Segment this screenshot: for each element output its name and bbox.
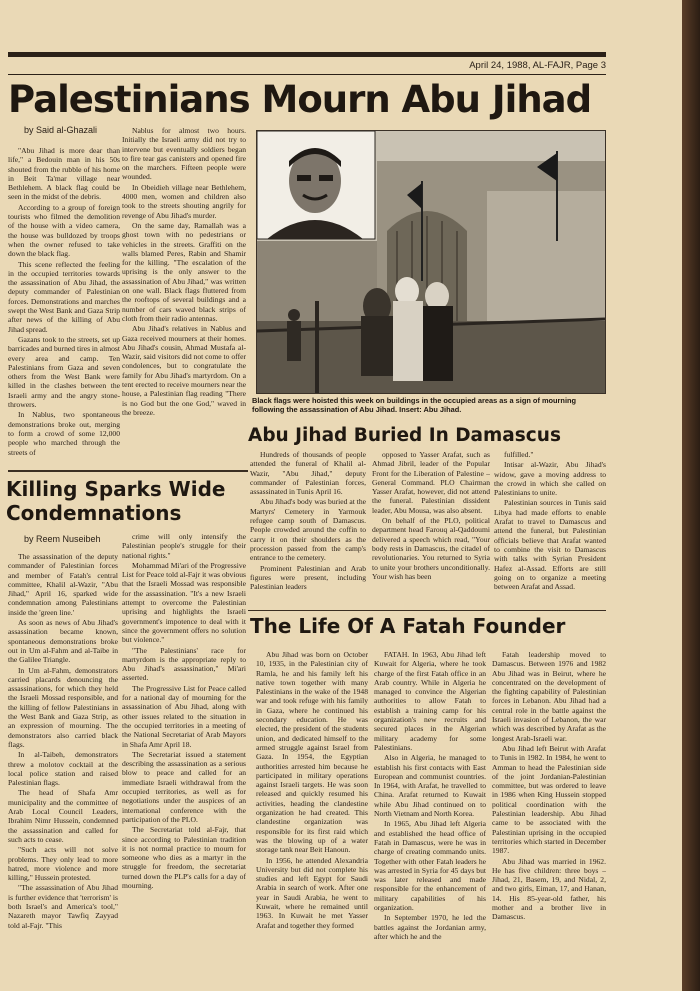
section-rule-right — [248, 610, 606, 611]
paragraph: The Progressive List for Peace called for a national day of mourning for the assassination of Abu Jihad, along with other issues related to the situation in the occupied territories in a meeting of the National Secretariat of Arab Mayors in Shafa Amr April 18. — [122, 683, 246, 749]
buried-col-3 — [494, 450, 606, 610]
paragraph: According to a group of foreign tourists who filmed the demolition of the house with a video camera, the house was bulldozed by troops when the owner refused to take down the black flag. — [8, 202, 120, 259]
header-rule-top — [8, 52, 606, 57]
main-story-col-2 — [122, 126, 246, 464]
paragraph: In 1965, Abu Jihad left Algeria and established the head office of Fatah in Damascus, were he was in charge of creating commando units. Together with other Fatah leaders he was arrested in Syria for 45 days but was later released and made responsible for the enhancement of military capabilities of his organization. — [374, 819, 486, 913]
paragraph: Gazans took to the streets, set up barricades and burned tires in almost every area and camp. Ten Palestinians from Gaza and seven others from the West Bank were killed in the clashes between the Israeli army and the angry stone-throwers. — [8, 334, 120, 410]
buried-col-1 — [250, 450, 366, 610]
killing-byline: by Reem Nuseibeh — [24, 534, 101, 544]
buried-headline: Abu Jihad Buried In Damascus — [248, 425, 561, 446]
paragraph: crime will only intensify the Palestinian people's struggle for their national rights." — [122, 532, 246, 560]
buried-col-2 — [372, 450, 490, 610]
paragraph: Hundreds of thousands of people attended the funeral of Khalil al-Wazir, "Abu Jihad," deputy commander of Palestinian forces, assassinated in Tunis April 16. — [250, 450, 366, 497]
page-headline: Palestinians Mourn Abu Jihad — [8, 78, 592, 121]
paragraph: Abu Jihad was married in 1962. He has five children: three boys – Jihad, 21, Basem, 19, and Nidal, 2, and two girls, Eiman, 17, and Hanan, 14. His 85-year-old father, his mother and a brother live in Damascus. — [492, 856, 606, 922]
paragraph: Palestinian sources in Tunis said Libya had made efforts to enable Arafat to travel to Damascus and attend the funeral, but Palestinian officials believe that Arafat wanted to combine the visit to Damascus with talks with Syrian President Hafez al-Assad. Efforts are still going on to organize a meeting between Arafat and Assad. — [494, 498, 606, 592]
paragraph: "The assassination of Abu Jihad is further evidence that 'terrorism' is both Israel's and America's tool," Nazareth mayor Tawfiq Zayyad told al-Fajr. "This — [8, 883, 118, 930]
killing-headline: Killing Sparks Wide Condemnations — [6, 477, 226, 525]
main-byline: by Said al-Ghazali — [24, 125, 98, 135]
paragraph: In September 1970, he led the battles against the Jordanian army, after which he and the — [374, 913, 486, 941]
main-story-col-1 — [8, 146, 120, 462]
paragraph: Fatah leadership moved to Damascus. Between 1976 and 1982 Abu Jihad was in Beirut, where he concentrated on the development of the fighting capability of Palestinian forces in Lebanon. Abu Jihad had a central role in the battle against the Israeli invasion of Lebanon, the war which was described by Arafat as the longest Arab-Israeli war. — [492, 650, 606, 743]
life-headline: The Life Of A Fatah Founder — [250, 614, 566, 638]
paragraph: On behalf of the PLO, political department head Farouq al-Qaddoumi delivered a speech which read, "Your body rests in Damascus, the citadel of revolutionaries. You returned to Syria to unite your brothers unconditionally. Your wish has been — [372, 516, 490, 581]
dateline: April 24, 1988, AL-FAJR, Page 3 — [469, 60, 606, 71]
header-rule-bottom — [8, 74, 606, 75]
paragraph: As soon as news of Abu Jihad's assassination became known, spontaneous demonstrations broke out in Um al-Fahm and al-Taibe in the Galilee Triangle. — [8, 618, 118, 665]
paragraph: The assassination of the deputy commander of Palestinian forces and member of Fatah's central committee, Khalil al-Wazir, "Abu Jihad," April 16, sparked wide condemnation among Palestinians inside the 'green line.' — [8, 552, 118, 617]
section-rule-left — [8, 470, 248, 472]
paragraph: Abu Jihad left Beirut with Arafat to Tunis in 1982. In 1984, he went to Amman to head the Palestinian side of the joint Jordanian-Palestinian committee, but was ordered to leave in 1986 when King Hussein stopped political coordination with the Palestinian leadership. Abu Jihad came to be associated with the Palestinian uprising in the occupied territories which started in December 1987. — [492, 743, 606, 856]
paragraph: The head of Shafa Amr municipality and the committee of Arab Local Council Leaders, Ibrahim Nimr Hussein, condemned the assassination and called for such acts to cease. — [8, 788, 118, 844]
book-binding — [682, 0, 700, 991]
paragraph: In 1956, he attended Alexandria University but did not complete his studies and left Egypt for Saudi Arabia in search of work. After one year in Saudi Arabia, he went to Kuwait, where he remained until 1963. In Kuwait he met Yasser Arafat and together they formed — [256, 855, 368, 930]
paragraph: Also in Algeria, he managed to establish his first contacts with East European and communist countries. In 1964, with Arafat, he travelled to China. Arafat returned to Kuwait while Abu Jihad continued on to North Vietnam and North Korea. — [374, 753, 486, 819]
paragraph: Abu Jihad's body was buried at the Martyrs' Cemetery in Yarmouk refugee camp south of Damascus. People crowded around the coffin to carry it on their shoulders as the procession passed from the camp's entrance to the cemetery. — [250, 497, 366, 563]
paragraph: "Abu Jihad is more dear than life," a Bedouin man in his 50s shouted from the rubble of his home in Beit Ta'mar village near Bethlehem. A black flag could be seen in the midst of the debris. — [8, 146, 120, 202]
paragraph: In Nablus, two spontaneous demonstrations broke out, merging to form a crowd of some 12,000 people who marched through the streets of — [8, 410, 120, 457]
killing-col-1 — [8, 552, 118, 962]
paragraph: This scene reflected the feeling in the occupied territories towards the assassination of Abu Jihad, the deputy commander of Palestinian forces. Demonstrations and marches swept the West Bank and Gaza Strip after news of the killing of Abu Jihad spread. — [8, 259, 120, 334]
paragraph: On the same day, Ramallah was a ghost town with no pedestrians or vehicles in the streets. Graffiti on the walls blamed Peres, Rabin and Shamir for the killing. "The escalation of the uprising is the only answer to the assassination of Abu Jihad," was written on one wall. Black flags fluttered from the rooftops of several buildings and a number of cars waved black strips of cloth from their radio antennas. — [122, 220, 246, 323]
paragraph: In Obeidieh village near Bethlehem, 4000 men, women and children also took to the streets shouting angrily for revenge of Abu Jihad's murder. — [122, 182, 246, 220]
mourning-photo — [256, 130, 606, 394]
life-col-3 — [492, 650, 606, 964]
paragraph: The Secretariat issued a statement describing the assassination as a serious blow to peace and called for an immediate Israeli withdrawal from the occupied territories, as well as for negotiations under the auspices of an international conference with the participation of the PLO. — [122, 749, 246, 824]
paragraph: "The Palestinians' race for martyrdom is the appropriate reply to Abu Jihad's assassination," Mi'ari asserted. — [122, 645, 246, 683]
mourning-photo-image — [257, 131, 605, 393]
paragraph: Nablus for almost two hours. Initially the Israeli army did not try to intervene but eventually soldiers began to fire tear gas canisters and opened fire on the marchers. Fifteen people were wounded. — [122, 126, 246, 182]
paragraph: The Secretariat told al-Fajr, that since according to Palestinian tradition it is not normal practice to mourn for someone who dies as a martyr in the struggle for freedom, the secretariat turned down the PLP's calls for a day of mourning. — [122, 825, 246, 890]
paragraph: Mohammad Mi'ari of the Progressive List for Peace told al-Fajr it was obvious that the Israeli Mossad was responsible for the assassination. "It's a new Israeli attempt to overcome the Palestinian uprising and highlights the Israeli government's impotence to deal with it since the government offers no solution but violence." — [122, 560, 246, 645]
paragraph: In Um al-Fahm, demonstrators carried placards denouncing the assassinations, for which they held the Israeli Mossad responsible, and the killing of fellow Palestinians in the West Bank and Gaza Strip, as an expression of mourning. The demonstrators also carried black flags. — [8, 665, 118, 749]
paragraph: fulfilled." — [504, 450, 534, 459]
paragraph: Prominent Palestinian and Arab figures were present, including Palestinian leaders — [250, 563, 366, 592]
paragraph: Intisar al-Wazir, Abu Jihad's widow, gave a moving address to the crowd in which she called on Palestinians to unite. — [494, 460, 606, 498]
paragraph: In al-Taibeh, demonstrators threw a molotov cocktail at the local police station and raised Palestinian flags. — [8, 750, 118, 788]
killing-col-2 — [122, 532, 246, 964]
paragraph: "Such acts will not solve problems. They only lead to more hatred, more violence and more killing," Hussein protested. — [8, 845, 118, 883]
photo-caption: Black flags were hoisted this week on buildings in the occupied areas as a sign of mourning following the assassination of Abu Jihad. Insert: Abu Jihad. — [252, 396, 577, 414]
paragraph: opposed to Yasser Arafat, such as Ahmad Jibril, leader of the Popular Front for the Liberation of Palestine – General Command. PLO Chairman Yasser Arafat, however, did not attend the funeral. Palestinian dissident leader, Abu Mousa, was also absent. — [372, 450, 490, 515]
paragraph: Abu Jihad's relatives in Nablus and Gaza received mourners at their homes. Abu Jihad's cousin, Ahmad Mustafa al-Wazir, said visitors did not come to offer condolences, but to congratulate the family for Abu Jihad's martyrdom. On a tent erected to receive mourners near the house, a Palestinian flag reading "There is no God but the one God," waved in the breeze. — [122, 324, 246, 417]
life-col-2 — [374, 650, 486, 964]
paragraph: FATAH. In 1963, Abu Jihad left Kuwait for Algeria, where he took charge of the first Fatah office in an Arab country. While in Algeria he managed to convince the Algerian authorities to allow Fatah to establish a training camp for his organization's new recruits and secured places in the Algerian military academy for some Palestinians. — [374, 650, 486, 752]
life-col-1 — [256, 650, 368, 964]
paragraph: Abu Jihad was born on October 10, 1935, in the Palestinian city of Ramla, he and his family left his native town together with many Palestinians in the wake of the 1948 war and took refuge with his family in Gaza, where he continued his secondary education. He was elected, the president of the students union, and dedicated himself to the armed struggle against Israel from Gaza. In 1954, the Egyptian authorities arrested him because he participated in military operations against Israeli targets. He was soon released and quickly resumed his activities, heading the clandestine organization he had created. This clandestine organization was responsible for its first raid which was the blowing up of a water storage tank near Beit Hanoun. — [256, 650, 368, 855]
